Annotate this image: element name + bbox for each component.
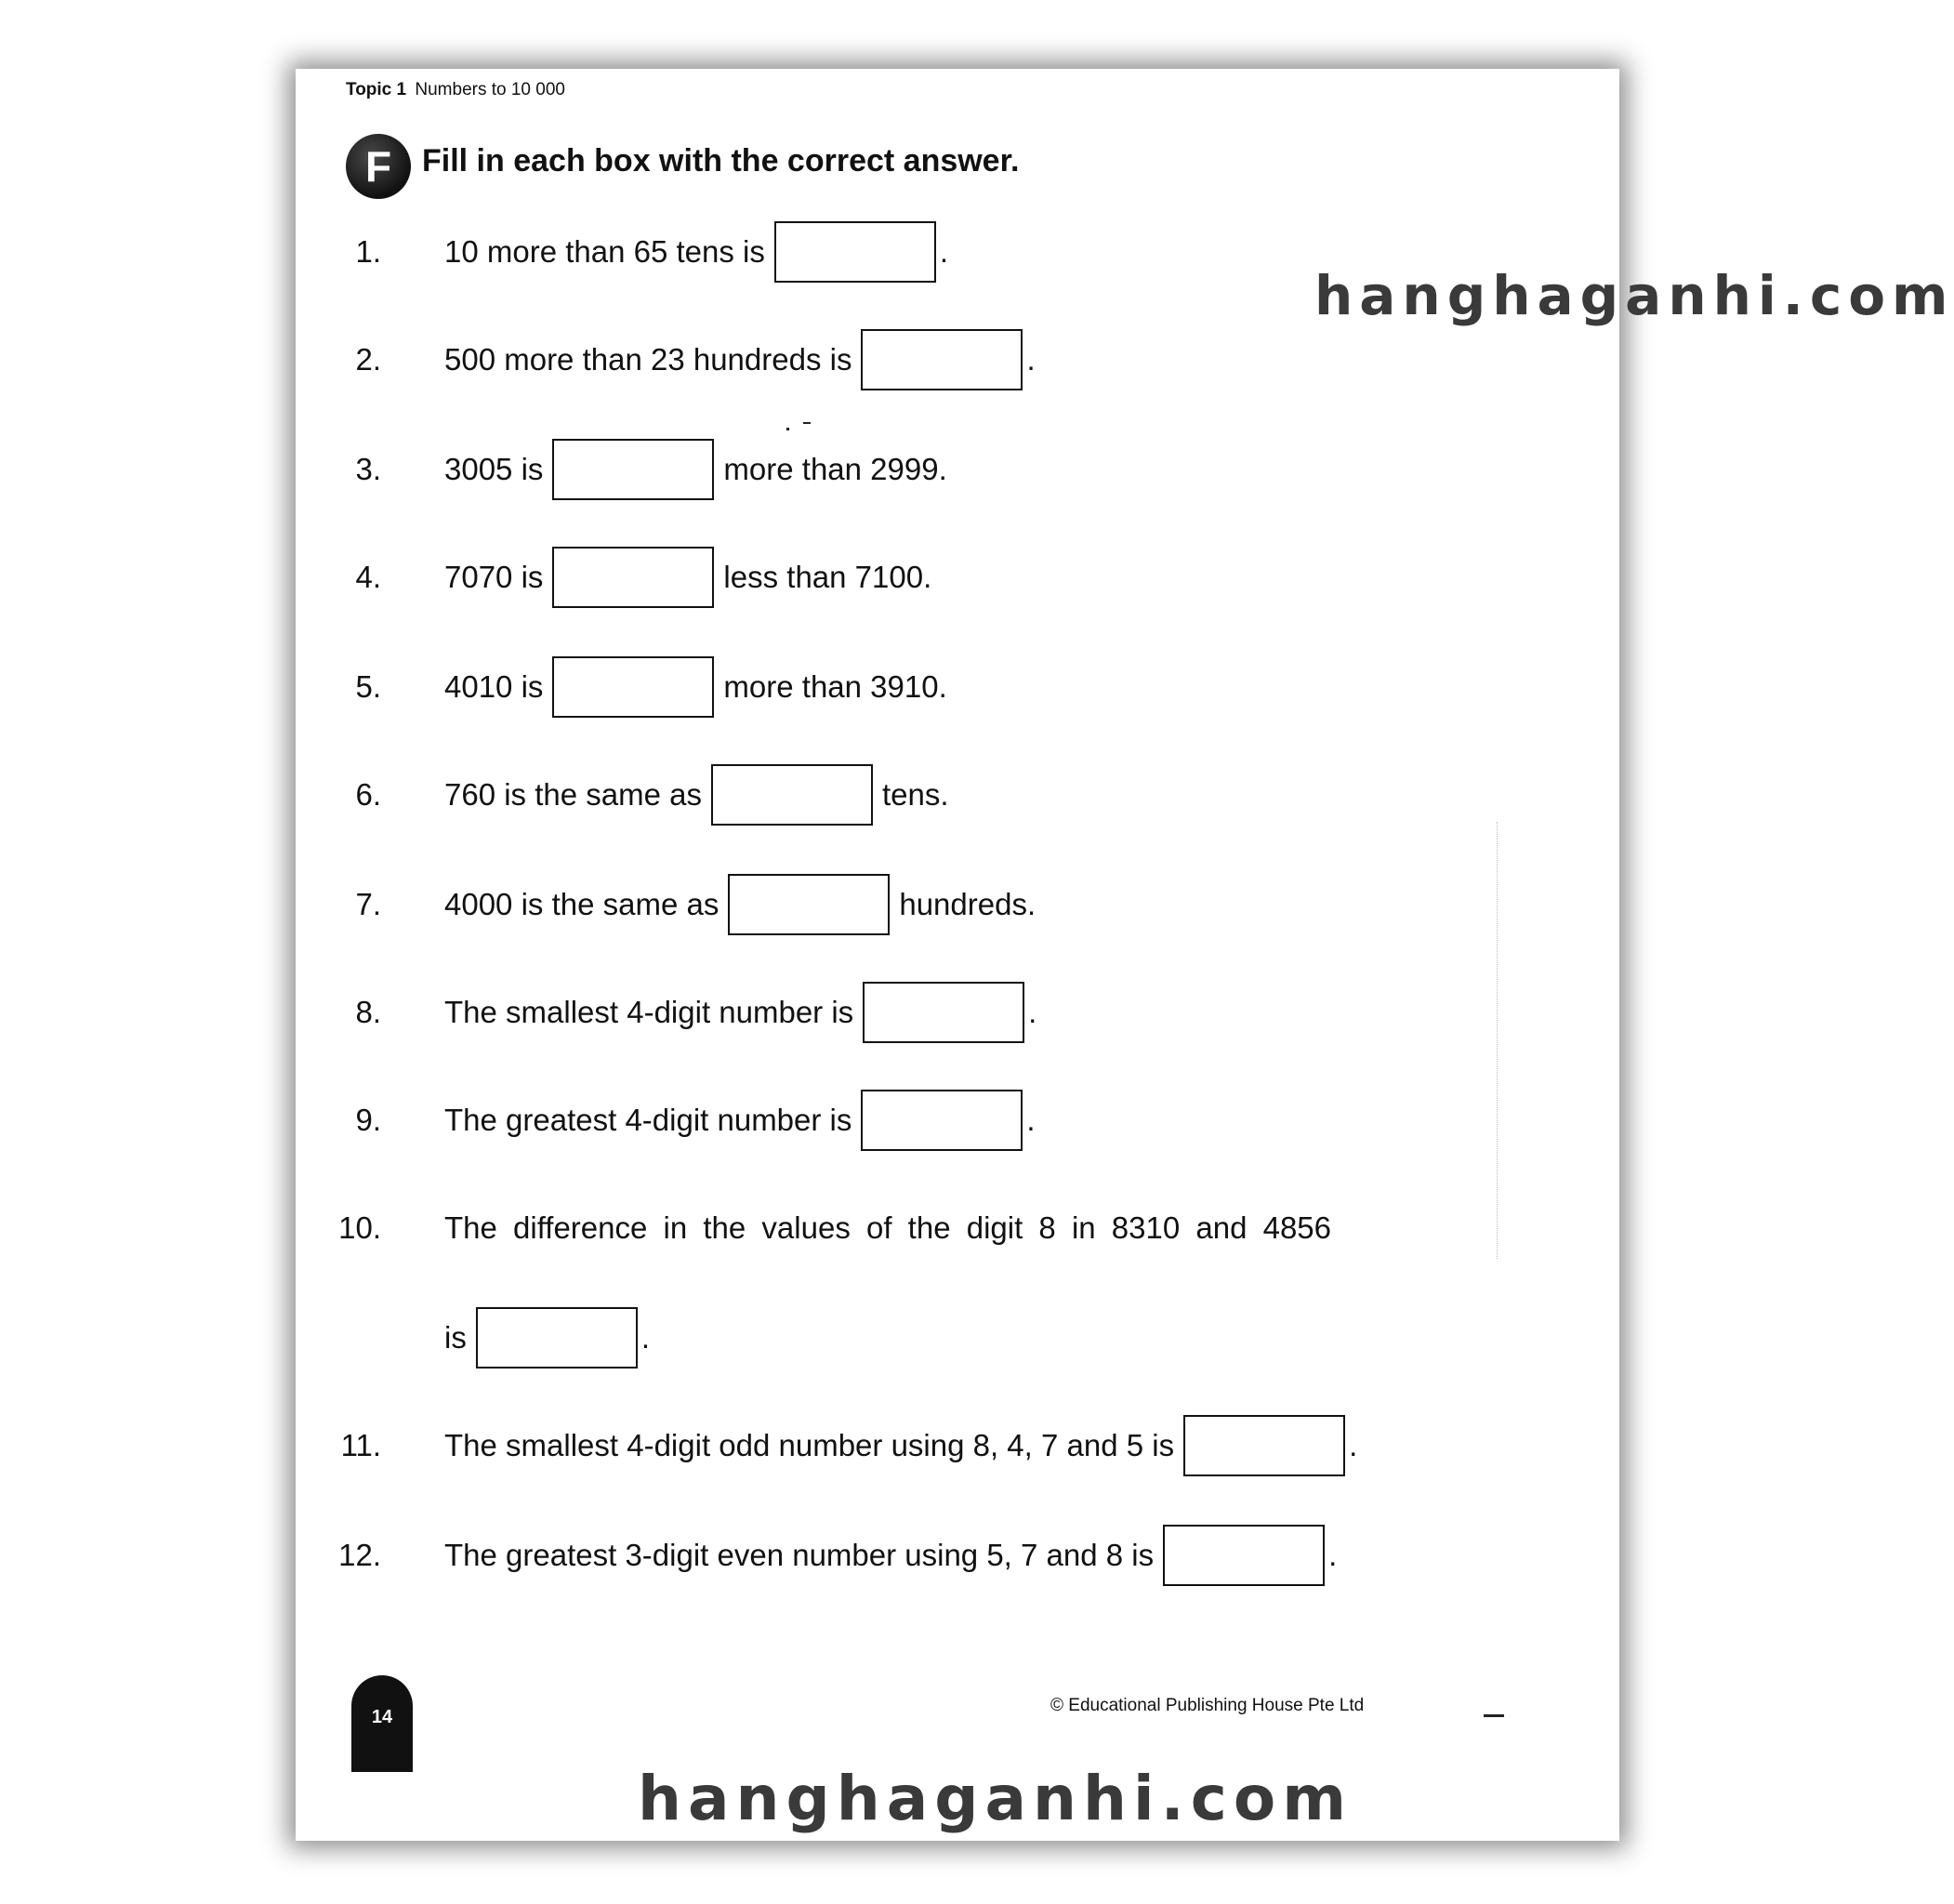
- section-letter-badge: F: [346, 134, 411, 199]
- answer-box[interactable]: [728, 874, 890, 935]
- question-text-after: .: [1028, 995, 1037, 1029]
- question-number: 3.: [355, 452, 381, 486]
- scan-speck: [1484, 1714, 1504, 1717]
- question-number: 12.: [338, 1538, 381, 1572]
- question-text: The smallest 4-digit odd number using 8, 4, 7 and 5 is: [444, 1428, 1175, 1462]
- answer-box[interactable]: [552, 656, 714, 718]
- question-text-after: hundreds.: [899, 887, 1036, 921]
- answer-box[interactable]: [552, 547, 714, 608]
- topic-label: Topic 1: [346, 80, 407, 99]
- question-number: 8.: [355, 995, 381, 1029]
- question-number: 1.: [355, 234, 381, 269]
- question-text: The smallest 4-digit number is: [444, 995, 854, 1029]
- answer-box[interactable]: [863, 982, 1024, 1043]
- watermark-bottom: hanghaganhi.com: [638, 1763, 1353, 1834]
- question-text: The greatest 4-digit number is: [444, 1103, 852, 1137]
- question-number: 10.: [338, 1210, 381, 1245]
- question-text: 7070 is: [444, 560, 544, 594]
- answer-box[interactable]: [1163, 1525, 1325, 1586]
- question-text-after: more than 2999.: [723, 452, 947, 486]
- question-text-after: less than 7100.: [723, 560, 932, 594]
- section-instruction: Fill in each box with the correct answer.: [422, 143, 1020, 178]
- question-number: 7.: [355, 887, 381, 921]
- worksheet-page: [296, 69, 1954, 1841]
- copyright-notice: © Educational Publishing House Pte Ltd: [1050, 1696, 1365, 1715]
- question-text: The difference in the values of the digit 8 in 8310 and 4856: [444, 1210, 1332, 1245]
- question-text: 760 is the same as: [444, 777, 702, 812]
- topic-name: Numbers to 10 000: [415, 80, 565, 99]
- question-text-after: .: [1026, 1103, 1036, 1137]
- answer-box[interactable]: [861, 329, 1023, 390]
- scan-speck: [803, 422, 811, 424]
- question-number: 11.: [340, 1428, 381, 1462]
- question-number: 9.: [355, 1103, 381, 1137]
- answer-box[interactable]: [476, 1307, 638, 1368]
- question-text: 4000 is the same as: [444, 887, 720, 921]
- answer-box[interactable]: [711, 764, 873, 826]
- page-header: [346, 80, 565, 100]
- answer-box[interactable]: [552, 439, 714, 500]
- answer-box[interactable]: [861, 1090, 1023, 1151]
- question-text-after: .: [939, 234, 949, 269]
- answer-box[interactable]: [1183, 1415, 1345, 1476]
- question-text: is: [444, 1320, 467, 1355]
- question-text-after: more than 3910.: [723, 669, 947, 704]
- question-text-after: .: [1026, 342, 1036, 377]
- scan-margin-line: [1497, 822, 1498, 1259]
- question-number: 4.: [355, 560, 381, 594]
- question-text: 4010 is: [444, 669, 544, 704]
- answer-box[interactable]: [774, 221, 936, 283]
- question-text: 10 more than 65 tens is: [444, 234, 765, 269]
- question-text-after: .: [1328, 1538, 1338, 1572]
- question-text: The greatest 3-digit even number using 5, 7 and 8 is: [444, 1538, 1155, 1572]
- watermark-top: hanghaganhi.com: [1314, 264, 1954, 327]
- question-text-after: .: [1349, 1428, 1358, 1462]
- question-number: 2.: [355, 342, 381, 377]
- question-text-after: tens.: [882, 777, 949, 812]
- question-number: 6.: [355, 777, 381, 812]
- page-number-tab: 14: [351, 1675, 413, 1772]
- question-text: 3005 is: [444, 452, 544, 486]
- question-text-after: .: [640, 1320, 651, 1355]
- question-number: 5.: [355, 669, 381, 704]
- scan-speck: [786, 428, 789, 430]
- question-text: 500 more than 23 hundreds is: [444, 342, 852, 377]
